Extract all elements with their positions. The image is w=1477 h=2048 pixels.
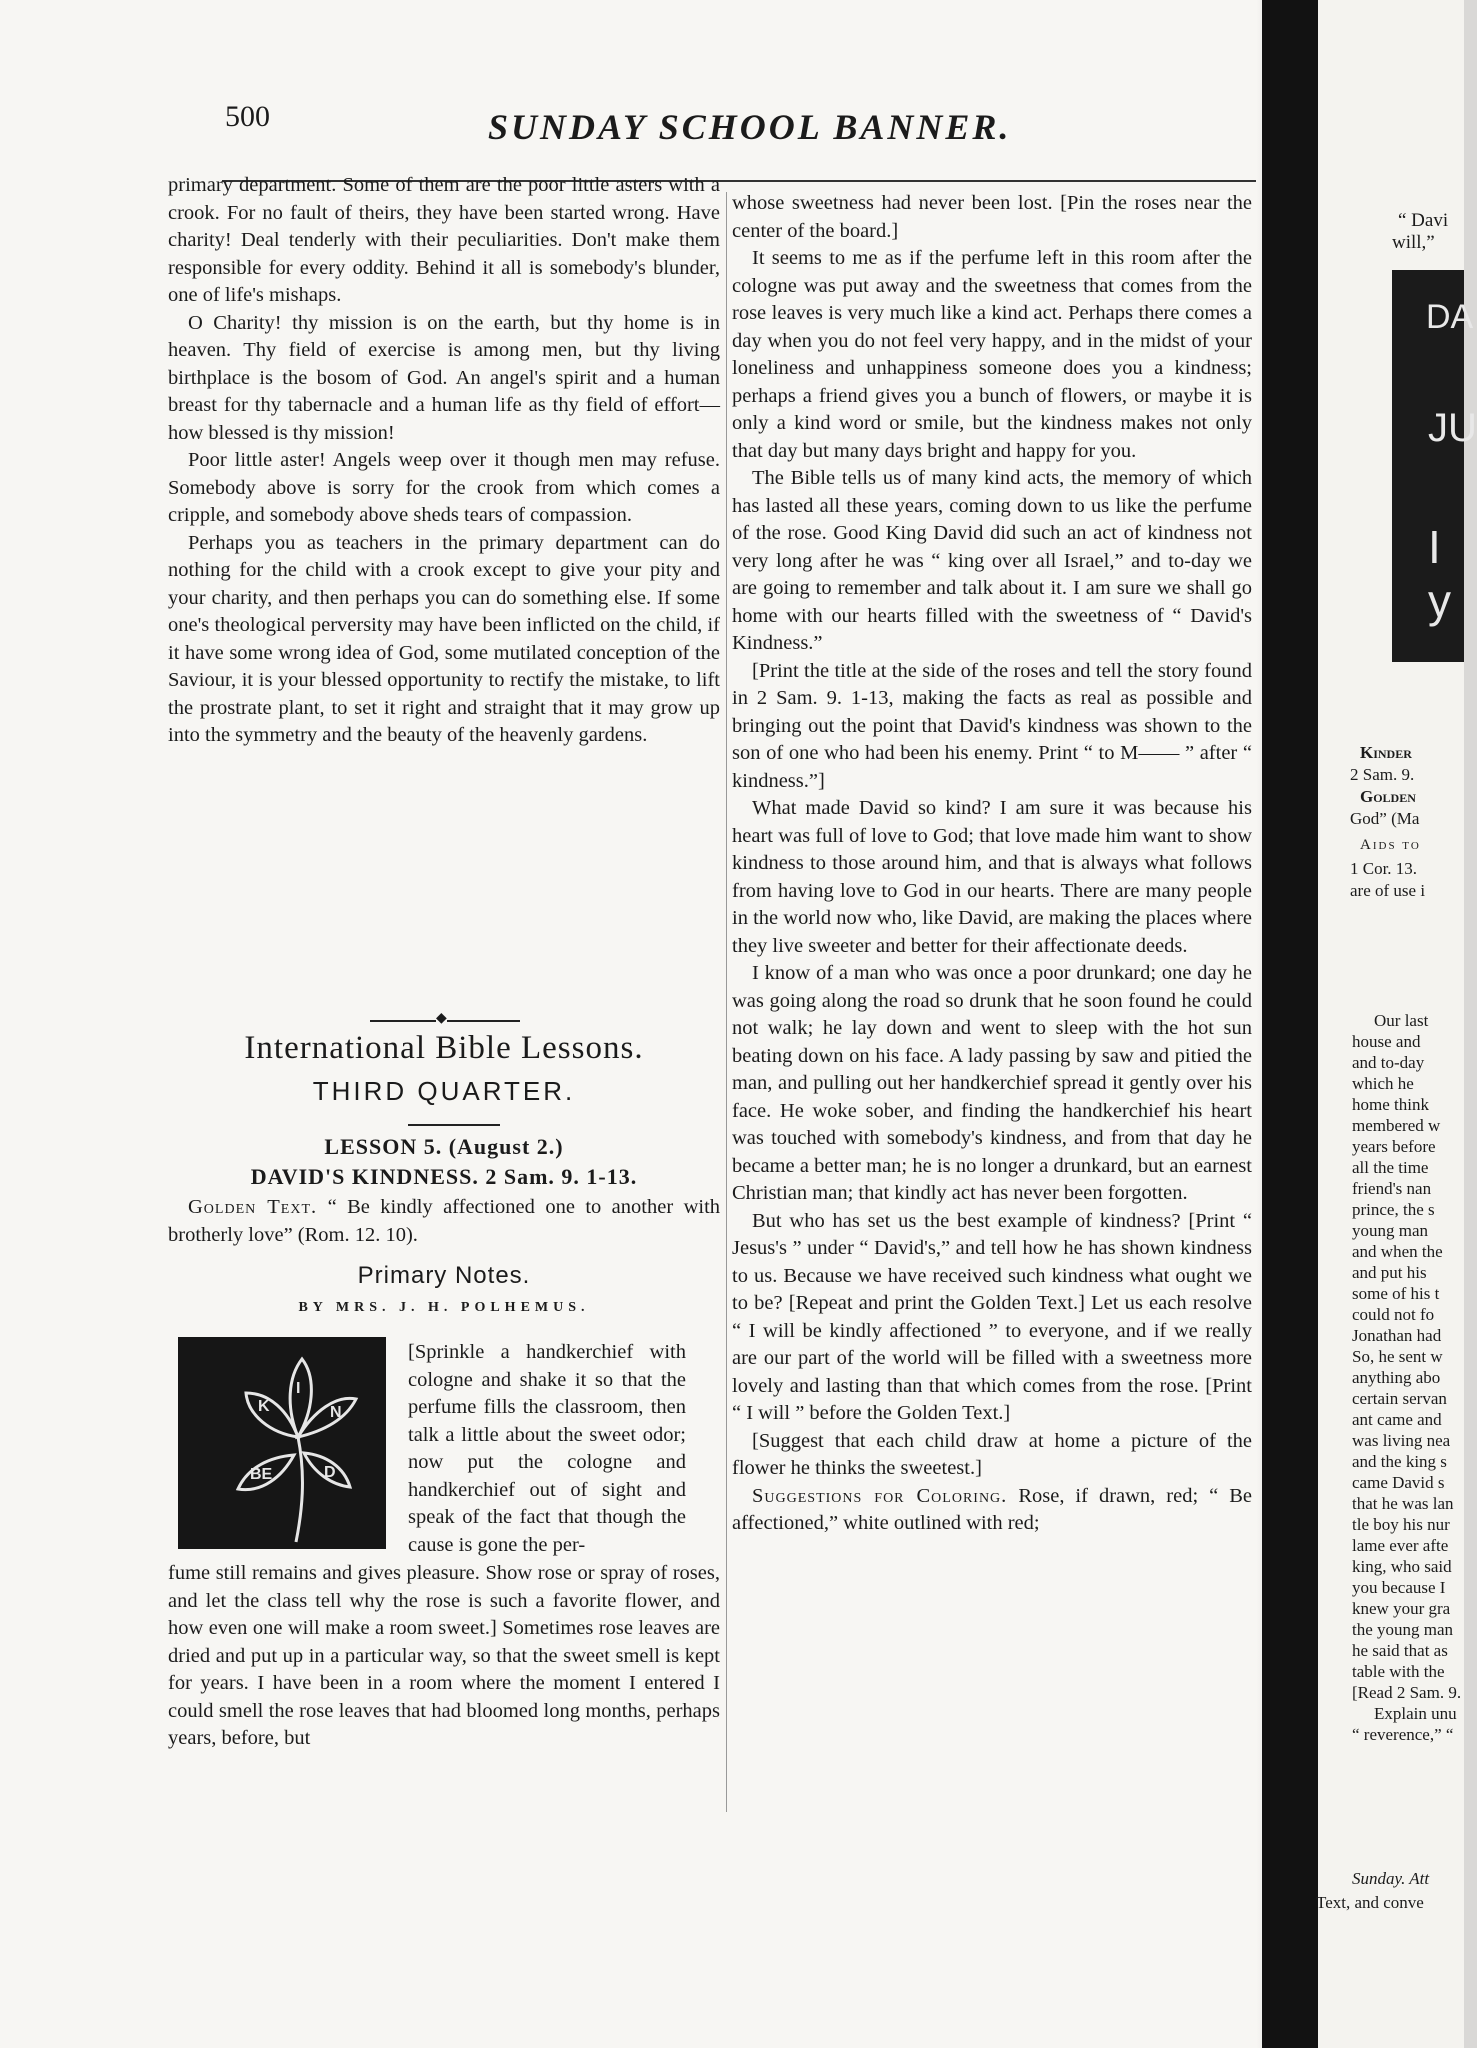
facing-dark-box	[1392, 270, 1477, 662]
box-text: DA	[1426, 298, 1474, 336]
facing-line: knew your gra	[1352, 1599, 1451, 1618]
facing-line: the young man	[1352, 1620, 1454, 1639]
paragraph: [Print the title at the side of the roses and tell the story found in 2 Sam. 9. 1-13, making the facts as real as possible and bringing out the point that David's kindness was shown to the son of one who had been his enemy. Print “ to M—— ” after “ kindness.”]	[732, 659, 1252, 792]
quarter-heading: THIRD QUARTER.	[312, 1076, 576, 1106]
petal-letter: K	[258, 1398, 270, 1415]
coloring-suggestions	[732, 1483, 1252, 1538]
petal-letter: I	[296, 1380, 301, 1397]
facing-line: tle boy his nur	[1352, 1515, 1450, 1534]
figure-side-text: [Sprinkle a handkerchief with cologne and shake it so that the perfume fills the classroom, then talk a little about the sweet odor; now put the cologne and handkerchief out of sight and speak of the fact that though the cause is gone the per-	[408, 1341, 686, 1556]
facing-line: anything abo	[1352, 1368, 1441, 1387]
facing-line: Golden	[1360, 787, 1416, 806]
facing-line: home think	[1352, 1095, 1429, 1114]
facing-line: table with the	[1352, 1662, 1445, 1681]
facing-line: could not fo	[1352, 1305, 1435, 1324]
facing-line: that he was lan	[1352, 1494, 1454, 1513]
paragraph: I know of a man who was once a poor drunkard; one day he was going along the road so drunk that he soon found he could not walk; he lay down and went to sleep with the hot sun beating down on his face. A lady passing by saw and pitied the man, and pulling out her handkerchief spread it gently over his face. He woke sober, and finding the handkerchief his heart was touched with somebody's kindness, and from that day he became a better man; he is no longer a drunkard, but an earnest Christian man; that kindly act has never been forgotten.	[732, 962, 1252, 1204]
paragraph: primary department. Some of them are the poor little asters with a crook. For no fault of theirs, they have been started wrong. Have charity! Deal tenderly with their peculiarities. Don't make them responsible for every oddity. Behind it all is somebody's blunder, one of life's mishaps.	[168, 174, 720, 306]
petal-letter: N	[330, 1404, 342, 1421]
paragraph: What made David so kind? I am sure it was because his heart was full of love to God; that love made him want to show kindness to those around him, and that is always what follows from having love to God in our hearts. There are many people in the world now who, like David, are making the places where they live sweeter and better for their affectionate deeds.	[732, 797, 1252, 957]
facing-line: he said that as	[1352, 1641, 1448, 1660]
paragraph: Perhaps you as teachers in the primary department can do nothing for the child with a crook except to give your pity and your charity, and then perhaps you can do something else. If some one's theological perversity may have been inflicted on the child, if it have some wrong idea of God, some mutilated conception of the Saviour, it is your blessed opportunity to rectify the mistake, to lift the prostrate plant, to set it right and straight that it may grow up into the symmetry and the beauty of the heavenly gardens.	[168, 531, 720, 746]
petal-letter: BE	[250, 1466, 273, 1483]
facing-line: are of use i	[1350, 881, 1426, 900]
facing-line: and put his	[1352, 1263, 1427, 1282]
box-text: I y	[1428, 521, 1451, 627]
facing-line: lame ever afte	[1352, 1536, 1449, 1555]
running-title: SUNDAY SCHOOL BANNER.	[488, 107, 1012, 147]
section-title: International Bible Lessons.	[244, 1030, 644, 1066]
paragraph: But who has set us the best example of kindness? [Print “ Jesus's ” under “ David's,” and tell how he has shown kindness to us. Because we have received such kindness what ought we to be? [Repeat and print the Golden Text.] Let us each resolve “ I will be kindly affectioned ” to everyone, and if we really are our part of the world will be filled with a sweetness more lovely and lasting than that which comes from the rose. [Print “ I will ” before the Golden Text.]	[732, 1209, 1252, 1424]
facing-line: membered w	[1352, 1116, 1441, 1135]
lesson-title: DAVID'S KINDNESS. 2 Sam. 9. 1-13.	[250, 1164, 638, 1189]
facing-line: friend's nan	[1352, 1179, 1432, 1198]
facing-line: Our last	[1374, 1011, 1429, 1030]
facing-line: prince, the s	[1352, 1200, 1435, 1219]
facing-line: will,”	[1392, 232, 1435, 253]
paragraph: It seems to me as if the perfume left in this room after the cologne was put away and the sweetness that comes from the rose leaves is very much like a kind act. Perhaps there comes a day when you do not feel very happy, and in the midst of your loneliness and unhappiness someone does you a kindness; perhaps a friend gives you a bunch of flowers, or maybe it is only a kind word or smile, but the kindness makes not only that day but many days bright and happy for you.	[732, 247, 1252, 462]
facing-line: all the time	[1352, 1158, 1429, 1177]
paragraph: whose sweetness had never been lost. [Pin the roses near the center of the board.]	[732, 192, 1252, 242]
facing-line: Kinder	[1360, 743, 1412, 762]
author-byline: BY MRS. J. H. POLHEMUS.	[298, 1300, 590, 1315]
facing-body	[1352, 1010, 1464, 1745]
facing-line: “ Davi	[1398, 210, 1449, 231]
facing-line: God” (Ma	[1350, 809, 1420, 828]
column-divider	[726, 192, 727, 1812]
right-column	[732, 190, 1252, 1538]
facing-line: ant came and	[1352, 1410, 1442, 1429]
facing-line: and when the	[1352, 1242, 1443, 1261]
golden-text	[168, 1194, 720, 1249]
notes-title: Primary Notes.	[357, 1262, 531, 1289]
facing-line: So, he sent w	[1352, 1347, 1443, 1366]
coloring-label: Suggestions for Coloring.	[752, 1484, 1008, 1507]
facing-line: house and	[1352, 1032, 1421, 1051]
section-ornament	[370, 1020, 520, 1022]
paragraph: Poor little aster! Angels weep over it though men may refuse. Somebody above is sorry for the crook from which comes a cripple, and somebody above sheds tears of compassion.	[168, 449, 720, 526]
flower-illustration	[178, 1337, 386, 1549]
golden-text-body: “ Be kindly affectioned one to another with brotherly love” (Rom. 12. 10).	[168, 1196, 721, 1246]
facing-line: and to-day	[1352, 1053, 1425, 1072]
coloring-text: Rose, if drawn, red; “ Be affectioned,” white outlined with red;	[732, 1484, 1253, 1534]
petal-letter: D	[324, 1464, 336, 1481]
facing-line: young man	[1352, 1221, 1429, 1240]
book-gutter	[1262, 0, 1318, 2048]
page-number: 500	[225, 100, 270, 133]
facing-line: king, who said	[1352, 1557, 1452, 1576]
golden-text-label: Golden Text.	[188, 1196, 318, 1218]
facing-line: came David s	[1352, 1473, 1445, 1492]
facing-line: [Read 2 Sam. 9.	[1352, 1683, 1462, 1702]
box-text: JU	[1428, 406, 1477, 450]
facing-line: years before	[1352, 1137, 1436, 1156]
facing-line: 2 Sam. 9.	[1350, 765, 1415, 784]
heading-rule	[408, 1124, 500, 1126]
facing-line: “ reverence,” “	[1352, 1725, 1454, 1744]
lesson-number: LESSON 5. (August 2.)	[324, 1134, 564, 1159]
facing-line: and the king s	[1352, 1452, 1447, 1471]
facing-line: Text, and conve	[1316, 1893, 1424, 1912]
facing-line: some of his t	[1352, 1284, 1440, 1303]
figure-continued-text: fume still remains and gives pleasure. Show rose or spray of roses, and let the class tell why the rose is such a favorite flower, and how even one will make a room sweet.] Sometimes rose leaves are dried and put up in a particular way, so that the sweet smell is kept for years. I have been in a room where the moment I entered I could smell the rose leaves that had bloomed long months, perhaps years, before, but	[168, 1562, 720, 1749]
facing-line: Sunday. Att	[1352, 1869, 1430, 1888]
facing-line: you because I	[1352, 1578, 1446, 1597]
paragraph: The Bible tells us of many kind acts, the memory of which has lasted all these years, coming down to us like the perfume of the rose. Good King David did such an act of kindness not very long after he was “ king over all Israel,” and to-day we are going to remember and talk about it. I am sure we shall go home with our hearts filled with the sweetness of “ David's Kindness.”	[732, 467, 1252, 654]
facing-line: Aids to	[1360, 837, 1421, 853]
left-column	[168, 172, 720, 750]
facing-line: certain servan	[1352, 1389, 1447, 1408]
facing-line: Explain unu	[1374, 1704, 1457, 1723]
flower-drawing	[178, 1337, 386, 1549]
facing-line: was living nea	[1352, 1431, 1451, 1450]
paragraph: [Suggest that each child draw at home a picture of the flower he thinks the sweetest.]	[732, 1429, 1252, 1479]
paragraph: O Charity! thy mission is on the earth, but thy home is in heaven. Thy field of exercise is among men, but thy living birthplace is the bosom of God. An angel's spirit and a human breast for thy tabernacle and a human life as thy field of effort—how blessed is thy mission!	[168, 311, 720, 444]
facing-line: which he	[1352, 1074, 1414, 1093]
facing-line: Jonathan had	[1352, 1326, 1442, 1345]
facing-line: 1 Cor. 13.	[1350, 859, 1418, 878]
